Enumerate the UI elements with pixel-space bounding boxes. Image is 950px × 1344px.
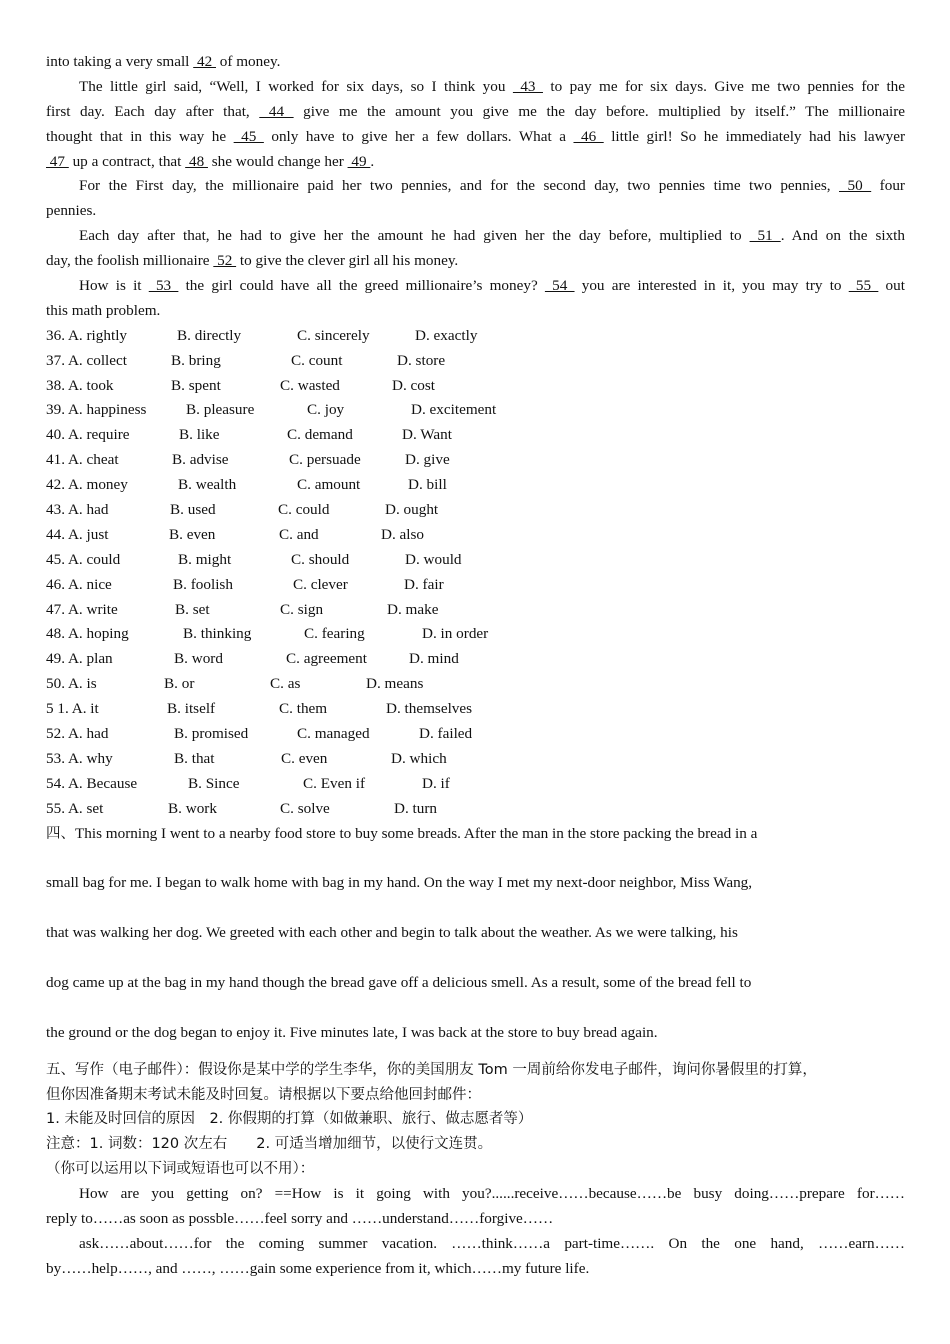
passage-text: give me the amount you give me the day before. multiplied by itself.” The millionaire [293, 102, 905, 120]
option-c: C. persuade [289, 451, 361, 469]
answer-blank: 44 [259, 102, 294, 120]
section-5-hint: reply to……as soon as possble……feel sorry and ……understand……forgive…… [46, 1210, 554, 1228]
question-number-option-a: 47. A. write [46, 600, 118, 618]
option-c: C. managed [297, 725, 370, 743]
option-d: D. cost [392, 376, 436, 394]
question-number-option-a: 36. A. rightly [46, 326, 128, 344]
option-d: D. mind [409, 650, 459, 668]
question-number-option-a: 46. A. nice [46, 575, 112, 593]
answer-blank: 48 [185, 152, 208, 170]
section-4-line: 四、This morning I went to a nearby food store to buy some breads. After the man in the store packing the bread in a [46, 824, 758, 842]
option-c: C. count [291, 351, 343, 369]
option-b: B. word [174, 650, 223, 668]
option-c: C. even [281, 749, 328, 767]
section-5-point: 1. 未能及时回信的原因 2. 你假期的打算（如做兼职、旅行、做志愿者等） [46, 1111, 533, 1128]
option-d: D. in order [422, 625, 489, 643]
option-b: B. wealth [178, 476, 237, 494]
option-d: D. make [387, 600, 439, 618]
option-c: C. demand [287, 426, 353, 444]
passage-line [46, 249, 905, 274]
question-row [46, 374, 905, 399]
option-b: B. used [170, 501, 216, 519]
question-number-option-a: 5 1. A. it [46, 700, 99, 718]
answer-blank: 47 [46, 152, 69, 170]
passage-text: out [878, 277, 905, 295]
option-d: D. ought [385, 501, 439, 519]
section-5-instruction: 五、写作（电子邮件）：假设你是某中学的学生李华，你的美国朋友 Tom 一周前给你发电子邮件，询问你暑假里的打算， [46, 1061, 817, 1078]
section-4-line: that was walking her dog. We greeted with each other and begin to talk about the weather. As we were talking, his [46, 924, 738, 942]
passage-text: up a contract, that [68, 152, 186, 170]
section-5-instruction: 但你因准备期末考试未能及时回复。请根据以下要点给他回封邮件： [46, 1086, 481, 1103]
option-b: B. foolish [173, 575, 233, 593]
passage-line [46, 150, 905, 175]
passage-line [46, 100, 905, 125]
passage-text: . And on the sixth [780, 227, 905, 245]
answer-blank: 53 [148, 277, 179, 295]
passage-text: four [871, 177, 905, 195]
option-c: C. joy [307, 401, 345, 419]
option-c: C. Even if [303, 774, 366, 792]
question-number-option-a: 43. A. had [46, 501, 109, 519]
section-5-writing [46, 1058, 905, 1282]
answer-blank: 43 [512, 77, 543, 95]
option-b: B. set [175, 600, 210, 618]
passage-text: The little girl said, “Well, I worked for six days, so I think you [79, 77, 513, 95]
option-b: B. pleasure [186, 401, 255, 419]
option-b: B. itself [167, 700, 216, 718]
question-row [46, 672, 905, 697]
answer-blank: 55 [848, 277, 879, 295]
option-b: B. work [168, 799, 217, 817]
question-number-option-a: 49. A. plan [46, 650, 113, 668]
passage-line [46, 174, 905, 199]
question-number-option-a: 48. A. hoping [46, 625, 129, 643]
section-5-hint-intro: （你可以运用以下词或短语也可以不用）： [46, 1161, 315, 1178]
option-c: C. them [279, 700, 328, 718]
passage-text: day, the foolish millionaire [46, 252, 214, 270]
question-row [46, 622, 905, 647]
passage-text: of money. [215, 53, 281, 70]
passage-text: only have to give her a few dollars. What a [263, 127, 574, 145]
option-c: C. solve [280, 799, 330, 817]
passage-line [46, 224, 905, 249]
option-c: C. could [278, 501, 330, 519]
passage-text: thought that in this way he [46, 127, 234, 145]
passage-text: first day. Each day after that, [46, 102, 260, 120]
option-b: B. spent [171, 376, 221, 394]
question-number-option-a: 42. A. money [46, 476, 128, 494]
option-b: B. bring [171, 351, 221, 369]
option-d: D. give [405, 451, 450, 469]
option-d: D. bill [408, 476, 447, 494]
option-c: C. and [279, 525, 319, 543]
option-d: D. exactly [415, 326, 478, 344]
question-row [46, 647, 905, 672]
section-4-line: dog came up at the bag in my hand though the bread gave off a delicious smell. As a result, some of the bread fell to [46, 974, 752, 991]
passage-line [46, 199, 905, 224]
passage-line [46, 75, 905, 100]
option-d: D. themselves [386, 700, 473, 718]
question-number-option-a: 39. A. happiness [46, 401, 147, 419]
option-b: B. thinking [183, 625, 252, 643]
passage-text: For the First day, the millionaire paid her two pennies, and for the second day, two pennies time two pennies, [79, 177, 840, 195]
question-row [46, 573, 905, 598]
question-number-option-a: 44. A. just [46, 525, 109, 543]
section-5-hint: by……help……, and ……, ……gain some experience from it, which……my future life. [46, 1259, 590, 1277]
section-4-correction [46, 822, 905, 1046]
answer-blank: 42 [193, 53, 216, 70]
passage-text: pennies. [46, 202, 97, 220]
question-row [46, 498, 905, 523]
answer-blank: 54 [544, 277, 575, 295]
option-d: D. turn [394, 799, 438, 817]
question-number-option-a: 54. A. Because [46, 774, 138, 792]
passage-text: to pay me for six days. Give me two pennies for the [542, 77, 905, 95]
option-c: C. fearing [304, 625, 365, 643]
question-number-option-a: 45. A. could [46, 550, 121, 568]
option-b: B. promised [174, 725, 249, 743]
options-list [46, 324, 905, 822]
question-row [46, 349, 905, 374]
option-c: C. sincerely [297, 326, 370, 344]
option-d: D. which [391, 749, 447, 767]
passage-text: Each day after that, he had to give her the amount he had given her the day before, multiplied to [79, 227, 750, 245]
question-row [46, 448, 905, 473]
option-b: B. advise [172, 451, 229, 469]
question-number-option-a: 53. A. why [46, 749, 113, 767]
option-d: D. also [381, 525, 425, 543]
option-c: C. amount [297, 476, 361, 494]
answer-blank: 45 [233, 127, 264, 145]
option-d: D. means [366, 675, 424, 693]
question-row [46, 423, 905, 448]
question-row [46, 398, 905, 423]
passage-text: into taking a very small [46, 53, 194, 70]
answer-blank: 46 [573, 127, 604, 145]
section-4-heading: 四、 [46, 825, 75, 842]
option-d: D. failed [419, 725, 473, 743]
passage-text: you are interested in it, you may try to [574, 277, 849, 295]
option-d: D. if [422, 774, 450, 792]
passage-line [46, 274, 905, 299]
option-d: D. Want [402, 426, 452, 444]
option-c: C. as [270, 675, 301, 693]
question-number-option-a: 55. A. set [46, 799, 104, 817]
option-c: C. agreement [286, 650, 367, 668]
passage-text: the girl could have all the greed millionaire’s money? [178, 277, 545, 295]
question-row [46, 772, 905, 797]
question-number-option-a: 52. A. had [46, 725, 109, 743]
question-row [46, 747, 905, 772]
question-row [46, 548, 905, 573]
option-b: B. even [169, 525, 216, 543]
option-c: C. should [291, 550, 350, 568]
question-number-option-a: 37. A. collect [46, 351, 127, 369]
exam-page [46, 50, 905, 1282]
option-b: B. that [174, 749, 215, 767]
option-d: D. would [405, 550, 462, 568]
answer-blank: 49 [347, 152, 371, 170]
passage-text: she would change her [207, 152, 348, 170]
option-b: B. Since [188, 774, 240, 792]
cloze-passage [46, 50, 905, 324]
question-row [46, 598, 905, 623]
option-b: B. directly [177, 326, 242, 344]
passage-line [46, 299, 905, 324]
question-number-option-a: 38. A. took [46, 376, 114, 394]
passage-line [46, 50, 905, 75]
answer-blank: 50 [839, 177, 872, 195]
passage-text: to give the clever girl all his money. [236, 252, 459, 270]
question-row [46, 697, 905, 722]
question-row [46, 523, 905, 548]
option-b: B. or [164, 675, 195, 693]
passage-text: How is it [79, 277, 149, 295]
passage-text: . [370, 152, 375, 170]
section-4-line: the ground or the dog began to enjoy it. Five minutes late, I was back at the store to buy bread again. [46, 1023, 658, 1041]
question-number-option-a: 40. A. require [46, 426, 130, 444]
question-row [46, 797, 905, 822]
option-c: C. clever [293, 575, 348, 593]
question-number-option-a: 50. A. is [46, 675, 97, 693]
section-5-hint: ask……about……for the coming summer vacation. ……think……a part-time……. On the one hand, ……earn…… [79, 1234, 905, 1252]
option-d: D. store [397, 351, 446, 369]
option-b: B. like [179, 426, 220, 444]
answer-blank: 52 [213, 252, 237, 270]
question-row [46, 722, 905, 747]
option-c: C. wasted [280, 376, 340, 394]
question-row [46, 324, 905, 349]
section-4-line: small bag for me. I began to walk home with bag in my hand. On the way I met my next-door neighbor, Miss Wang, [46, 874, 753, 892]
passage-text: little girl! So he immediately had his lawyer [603, 127, 905, 145]
passage-text: this math problem. [46, 301, 161, 319]
passage-line [46, 125, 905, 150]
option-d: D. fair [404, 575, 444, 593]
option-d: D. excitement [411, 401, 497, 419]
question-row [46, 473, 905, 498]
section-5-note: 注意：1. 词数：120 次左右 2. 可适当增加细节，以使行文连贯。 [46, 1136, 493, 1153]
option-b: B. might [178, 550, 232, 568]
answer-blank: 51 [749, 227, 781, 245]
section-5-hint: How are you getting on? ==How is it going with you?......receive……because……be busy doing……prepare for…… [79, 1185, 905, 1203]
question-number-option-a: 41. A. cheat [46, 451, 119, 469]
option-c: C. sign [280, 600, 324, 618]
